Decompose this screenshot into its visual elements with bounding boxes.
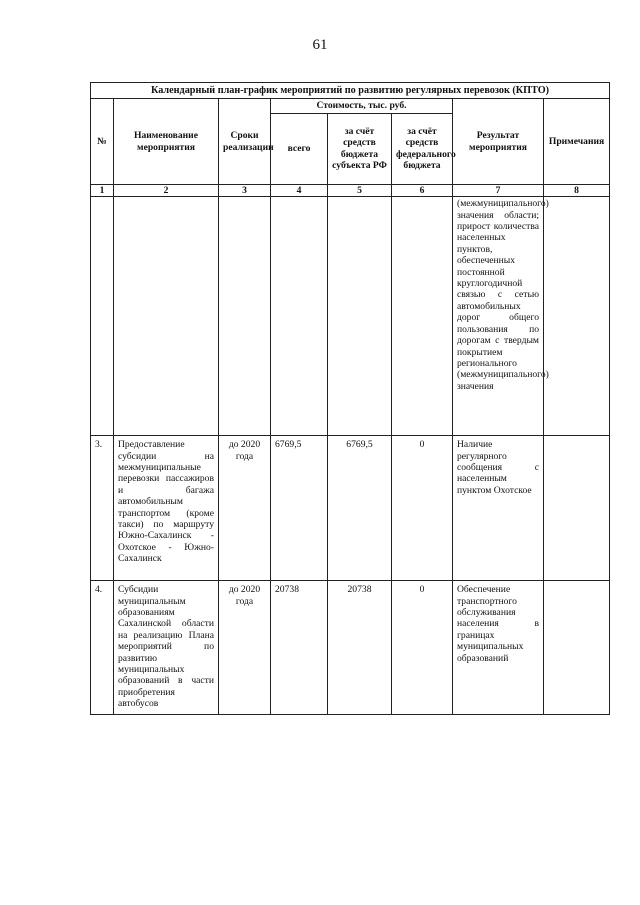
table-row <box>91 581 610 715</box>
row-result: Наличие регулярного сообщения с населенным пунктом Охотское <box>453 436 544 581</box>
col-number: 8 <box>544 184 610 196</box>
row-note <box>544 436 610 581</box>
header-regional: за счёт средств бюджета субъекта РФ <box>328 113 392 184</box>
row-federal: 0 <box>392 581 453 715</box>
col-number: 5 <box>328 184 392 196</box>
header-total: всего <box>271 113 328 184</box>
row-regional <box>328 197 392 436</box>
row-num: 4. <box>91 581 114 715</box>
row-name <box>114 197 219 436</box>
row-num <box>91 197 114 436</box>
row-term: до 2020 года <box>219 581 271 715</box>
row-federal: 0 <box>392 436 453 581</box>
header-note: Примечания <box>544 99 610 184</box>
header-cost-group: Стоимость, тыс. руб. <box>271 99 453 113</box>
table-caption: Календарный план-график мероприятий по развитию регулярных перевозок (КПТО) <box>91 83 610 99</box>
row-term: до 2020 года <box>219 436 271 581</box>
row-term <box>219 197 271 436</box>
row-federal <box>392 197 453 436</box>
row-note <box>544 581 610 715</box>
row-result: Обеспечение транспортного обслуживания населения в границах муниципальных образований <box>453 581 544 715</box>
activity-plan-table <box>90 82 610 715</box>
row-regional: 20738 <box>328 581 392 715</box>
header-federal: за счёт средств федерального бюджета <box>392 113 453 184</box>
table-row <box>91 197 610 436</box>
row-total: 6769,5 <box>271 436 328 581</box>
column-number-row <box>91 184 610 196</box>
col-number: 1 <box>91 184 114 196</box>
table-row <box>91 436 610 581</box>
col-number: 3 <box>219 184 271 196</box>
col-number: 7 <box>453 184 544 196</box>
row-total <box>271 197 328 436</box>
row-regional: 6769,5 <box>328 436 392 581</box>
col-number: 4 <box>271 184 328 196</box>
row-name: Предоставление субсидии на межмуниципальные перевозки пассажиров и багажа автомобильным транспортом (кроме такси) по маршруту Южно-Сахалинск - Охотское - Южно-Сахалинск <box>114 436 219 581</box>
row-total: 20738 <box>271 581 328 715</box>
row-result: (межмуниципального) значения области; прирост количества населенных пунктов, обеспеченных постоянной круглогодичной связью с сетью автомобильных дорог общего пользования по дорогам с твердым покрытием регионального (межмуниципального) значения <box>453 197 544 436</box>
header-num: № <box>91 99 114 184</box>
col-number: 6 <box>392 184 453 196</box>
header-name: Наименование мероприятия <box>114 99 219 184</box>
row-name: Субсидии муниципальным образованиям Сахалинской области на реализацию Плана мероприятий по развитию муниципальных образований в части приобретения автобусов <box>114 581 219 715</box>
header-result: Результат мероприятия <box>453 99 544 184</box>
row-num: 3. <box>91 436 114 581</box>
row-note <box>544 197 610 436</box>
header-term: Сроки реализации <box>219 99 271 184</box>
col-number: 2 <box>114 184 219 196</box>
page-number: 61 <box>312 37 328 53</box>
